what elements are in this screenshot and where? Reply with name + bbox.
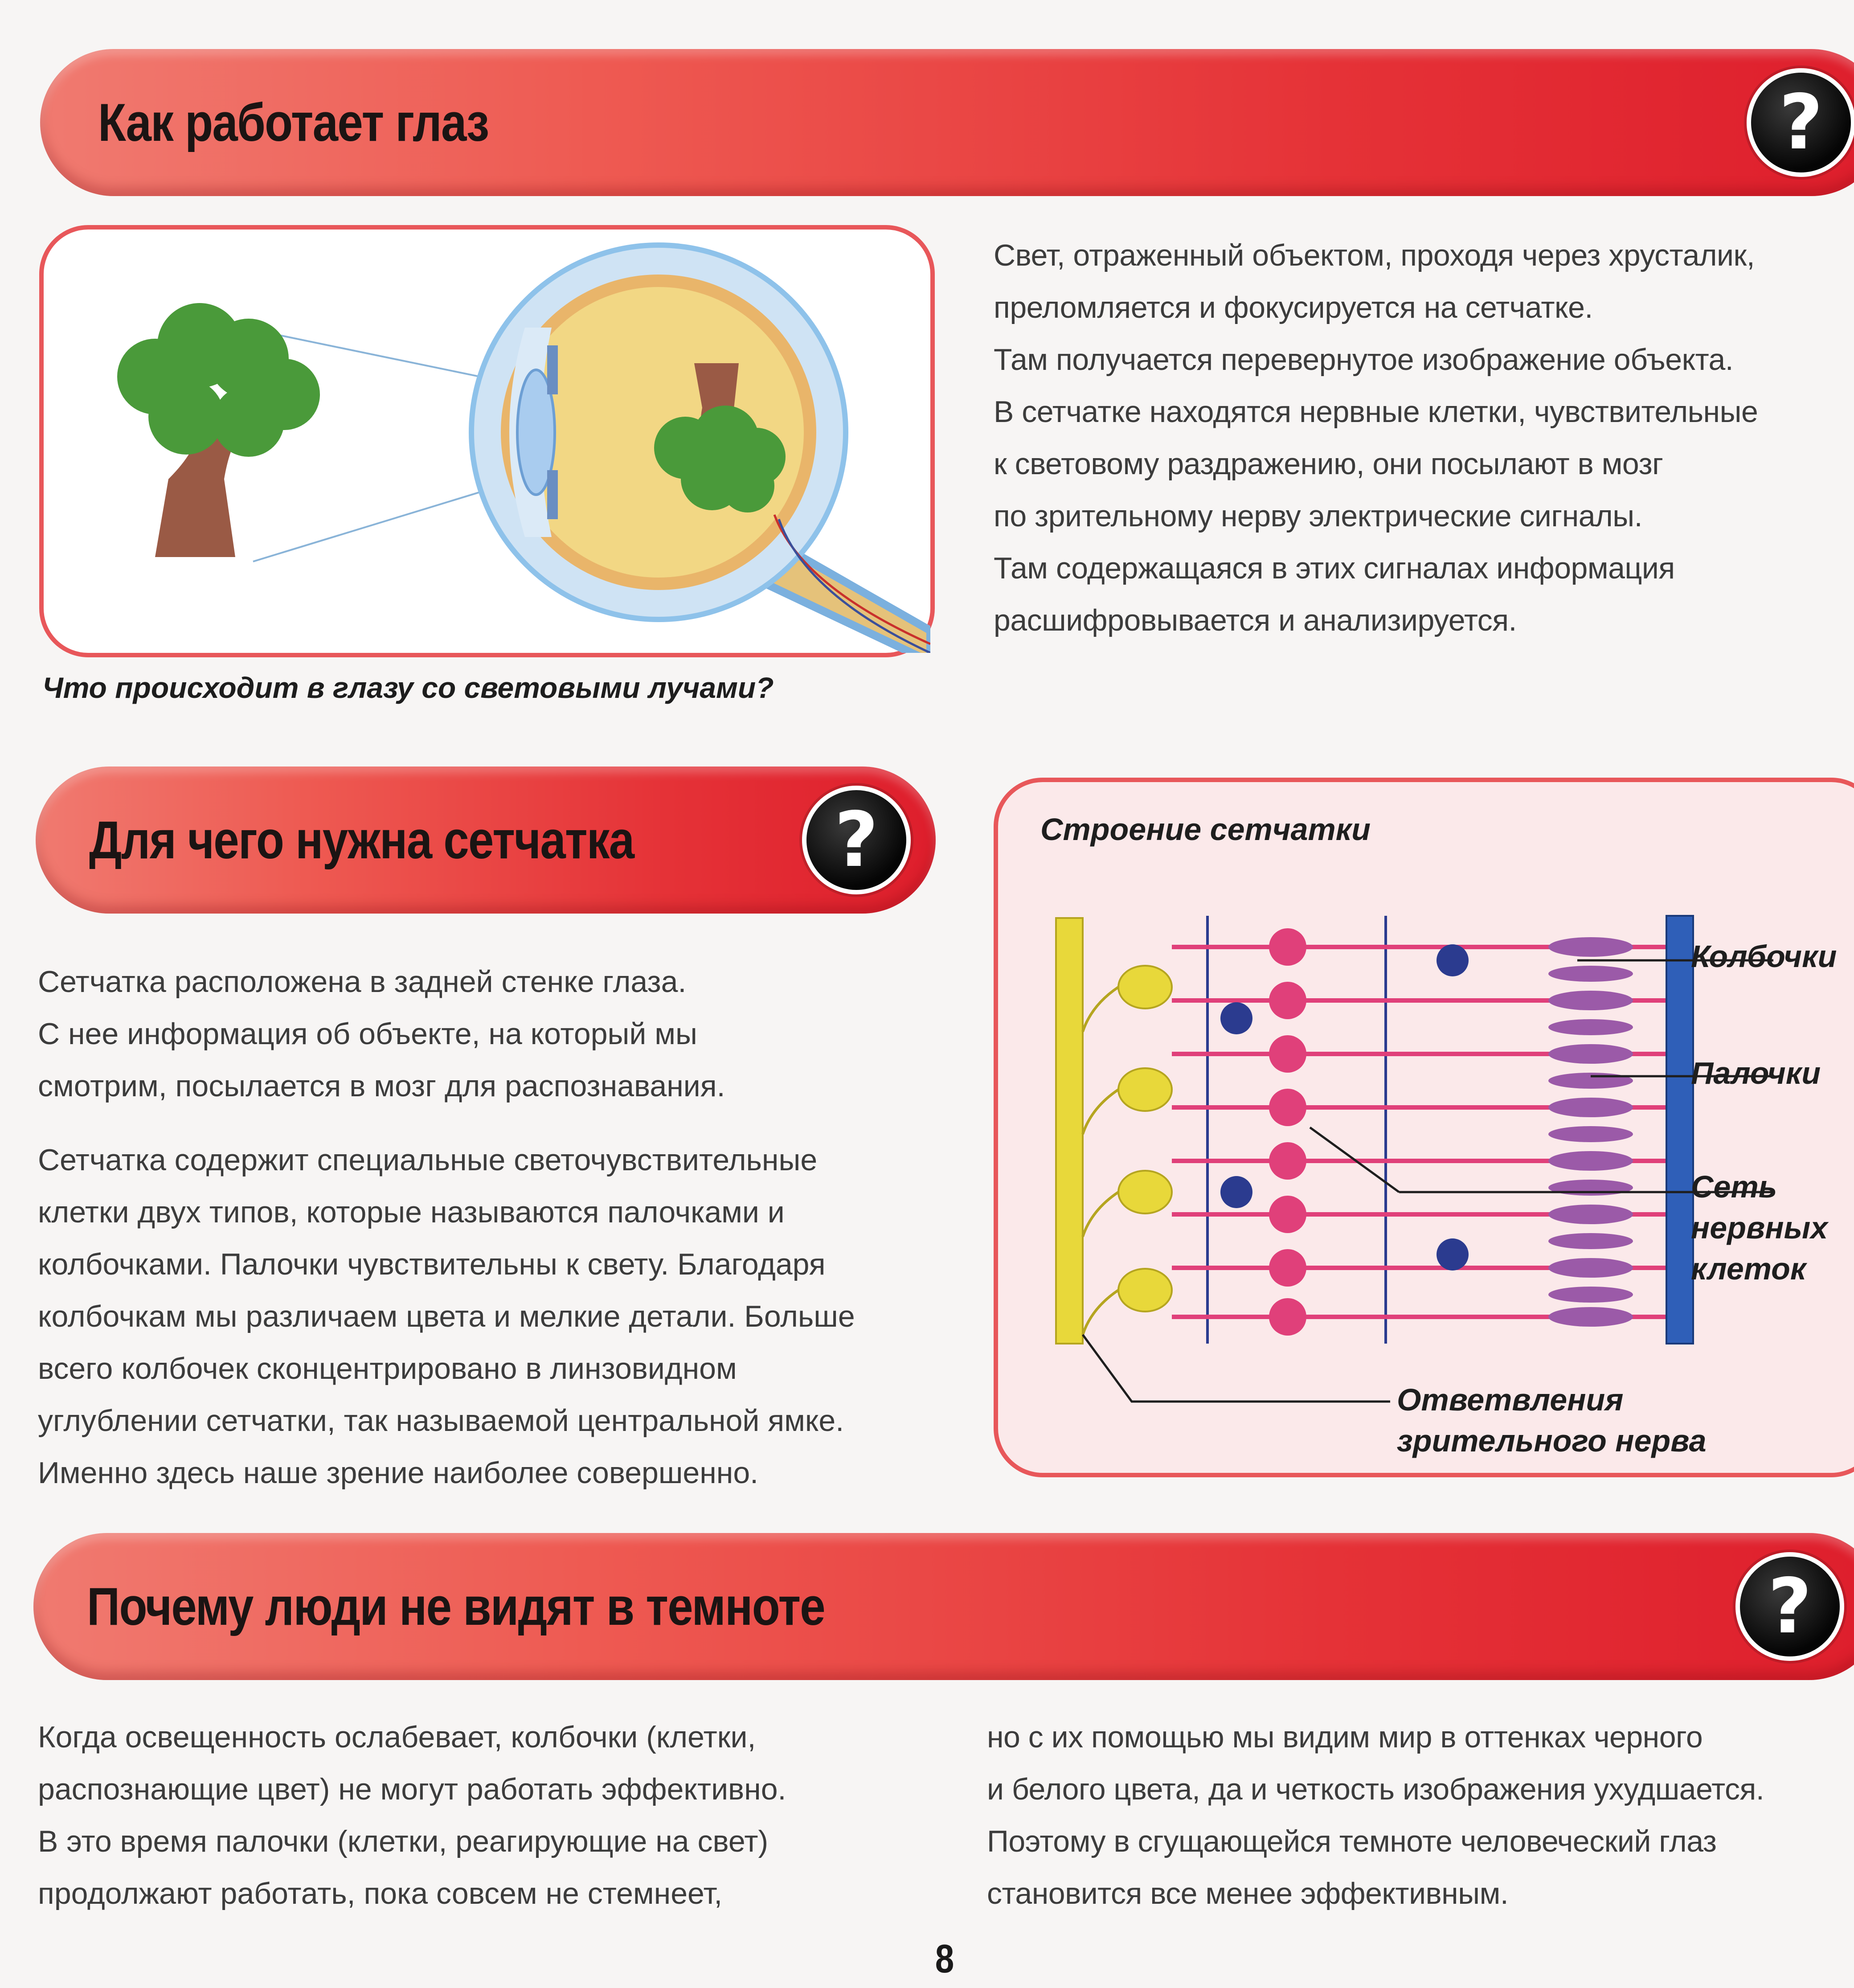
rods-and-cones xyxy=(1548,937,1633,1327)
retina-diagram-title: Строение сетчатки xyxy=(1040,812,1371,847)
label-optic-nerve-branches: Ответвления зрительного нерва xyxy=(1397,1382,1707,1458)
ganglion-axons xyxy=(1083,987,1118,1335)
question-icon: ? xyxy=(1735,1552,1844,1661)
section2-text-1: Сетчатка расположена в задней стенке глаза. С нее информация об объекте, на который мы смотрим, посылается в мозг для распознавания. xyxy=(38,965,725,1103)
iris xyxy=(547,470,558,519)
section3-text-left: Когда освещенность ослабевает, колбочки (клетки, распознающие цвет) не могут работать эффективно. В это время палочки (клетки, реагирующие на свет) продолжают работать, пока совсем не стемнеет, xyxy=(38,1720,786,1910)
label-cones: Колбочки xyxy=(1691,939,1837,974)
question-icon: ? xyxy=(1747,68,1854,177)
bipolar-cells xyxy=(1269,928,1306,1336)
eye-illustration xyxy=(44,230,930,653)
section-title: Для чего нужна сетчатка xyxy=(89,810,634,870)
ganglion-cells xyxy=(1118,966,1172,1312)
section-banner-how-eye-works xyxy=(40,49,1854,196)
pigment-epithelium xyxy=(1666,916,1693,1344)
eye-illustration-panel xyxy=(39,225,935,657)
section-banner-retina xyxy=(36,767,936,914)
section-title: Почему люди не видят в темноте xyxy=(87,1577,825,1636)
iris xyxy=(547,345,558,394)
optic-nerve-fiber xyxy=(1056,918,1083,1344)
retina-diagram-panel xyxy=(994,778,1854,1477)
section-banner-dark-vision xyxy=(33,1533,1854,1680)
section1-text: Свет, отраженный объектом, проходя через хрусталик, преломляется и фокусируется на сетчатке. Там получается перевернутое изображение объекта. В сетчатке находятся нервные клетки, чувствительные к световому раздражению, они посылают в мозг по зрительному нерву электрические сигналы. Там содержащаяся в этих сигналах информация расшифровывается и анализируется. xyxy=(994,238,1758,637)
question-icon: ? xyxy=(802,786,911,894)
label-rods: Палочки xyxy=(1691,1056,1821,1090)
figure-caption: Что происходит в глазу со световыми лучами? xyxy=(42,671,774,704)
section3-text-right: но с их помощью мы видим мир в оттенках черного и белого цвета, да и четкость изображения ухудшается. Поэтому в сгущающейся темноте человеческий глаз становится все менее эффективным. xyxy=(987,1720,1764,1910)
page-number: 8 xyxy=(935,1937,954,1981)
tree-crown xyxy=(117,303,320,457)
section2-text-2: Сетчатка содержит специальные светочувствительные клетки двух типов, которые называются палочками и колбочками. Палочки чувствительны к свету. Благодаря колбочкам мы различаем цвета и мелкие детали. Больше всего колбочек сконцентрировано в линзовидном углублении сетчатки, так называемой центральной ямке. Именно здесь наше зрение наиболее совершенно. xyxy=(38,1143,855,1490)
retina-structure-diagram xyxy=(998,782,1854,1473)
label-nerve-network: Сеть нервных клеток xyxy=(1691,1169,1828,1286)
section-title: Как работает глаз xyxy=(98,93,489,152)
